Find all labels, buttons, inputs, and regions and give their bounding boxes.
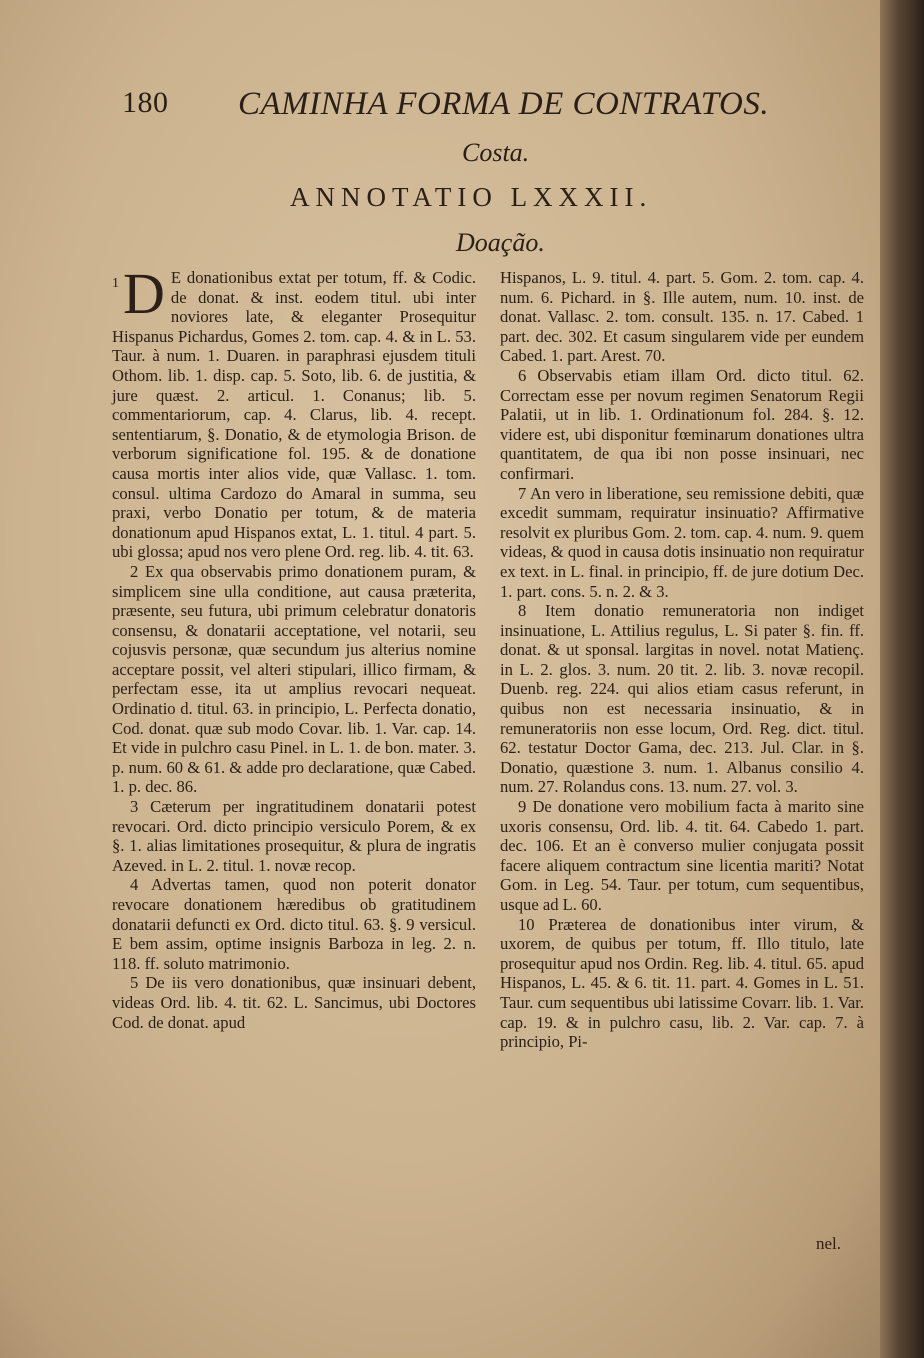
paragraph-1 (112, 261, 476, 562)
right-column (500, 268, 864, 1052)
paragraph-10: 10 Præterea de donationibus inter virum, & uxorem, de quibus per totum, ff. Illo titulo, late prosequitur apud nos Ordin. Reg. lib. 4. titul. 65. apud Hispanos, L. 45. & 6. tit. 11. part. 4. Gomes in L. 51. Taur. cum sequentibus ubi latissime Covarr. lib. 1. Var. cap. 19. & in pulchro casu, lib. 2. Var. cap. 7. à principio, Pi- (500, 914, 864, 1052)
paragraph-3: 3 Cæterum per ingratitudinem donatarii potest revocari. Ord. dicto principio versiculo Porem, & ex §. 1. alias limitationes prosequitur, & plura de ingratis Azeved. in L. 2. titul. 1. novæ recop. (112, 797, 476, 875)
paragraph-5-continued: Hispanos, L. 9. titul. 4. part. 5. Gom. 2. tom. cap. 4. num. 6. Pichard. in §. Ille autem, num. 10. inst. de donat. Vallasc. 2. tom. consult. 135. n. 17. Cabed. 1 part. dec. 302. Et casum singularem vide per eundem Cabed. 1. part. Arest. 70. (500, 268, 864, 366)
paragraph-2: 2 Ex qua observabis primo donationem puram, & simplicem sine ulla conditione, aut causa præterita, præsente, seu futura, ubi primum celebratur donatoris consensu, & donatarii acceptatione, vel notarii, seu cojusvis personæ, quæ secundum jus alterius nomine acceptare possit, vel alteri stipulari, illico firmam, & perfectam esse, ita ut amplius revocari nequeat. Ordinatio d. titul. 63. in principio, L. Perfecta donatio, Cod. donat. quæ sub modo Covar. lib. 1. Var. cap. 14. Et vide in pulchro casu Pinel. in L. 1. de bon. mater. 3. p. num. 60 & 61. & adde pro declaratione, quæ Cabed. 1. p. dec. 86. (112, 561, 476, 797)
left-column (112, 261, 476, 1032)
paragraph-7: 7 An vero in liberatione, seu remissione debiti, quæ excedit summam, requiratur insinuatio? Affirmative resolvit ex pluribus Gom. 2. tom. cap. 4. num. 9. quem videas, & quod in causa dotis insinuatio non requiratur ex text. in L. final. in principio, ff. de jure dotium Dec. 1. part. cons. 5. n. 2. & 3. (500, 483, 864, 601)
paragraph-9: 9 De donatione vero mobilium facta à marito sine uxoris consensu, Ord. lib. 4. tit. 64. Cabedo 1. part. dec. 106. Et an è converso mulier conjugata possit facere aliquem contractum sine licentia mariti? Notat Gom. in Leg. 54. Taur. per totum, cum sequentibus, usque ad L. 60. (500, 797, 864, 914)
costa-label: Costa. (462, 138, 530, 167)
paragraph-4: 4 Advertas tamen, quod non poterit donator revocare donationem hæredibus ob gratitudinem donatarii defuncti ex Ord. dicto titul. 63. §. 9 versicul. E bem assim, optime insignis Barboza in leg. 2. n. 118. ff. soluto matrimonio. (112, 875, 476, 973)
annotatio-heading: ANNOTATIO LXXXII. (290, 182, 653, 212)
drop-cap: D (123, 261, 165, 326)
catchword: nel. (816, 1234, 842, 1253)
paragraph-marker: 1 (112, 276, 119, 291)
paragraph-6: 6 Observabis etiam illam Ord. dicto titul. 62. Correctam esse per novum regimen Senatorum Regii Palatii, ut in lib. 1. Ordinationum fol. 284. §. 12. videre est, ubi disponitur fœminarum donationes ultra quantitatem, de qua ibi non posse insinuari, nec confirmari. (500, 365, 864, 483)
running-header (122, 86, 770, 126)
paragraph-5: 5 De iis vero donationibus, quæ insinuari debent, videas Ord. lib. 4. tit. 62. L. Sancimus, ubi Doctores Cod. de donat. apud (112, 973, 476, 1032)
running-title: CAMINHA FORMA DE CONTRATOS. (238, 86, 770, 122)
page-number: 180 (122, 86, 169, 119)
book-gutter (880, 0, 924, 1358)
paragraph-8: 8 Item donatio remuneratoria non indiget insinuatione, L. Attilius regulus, L. Si pater §. fin. ff. donat. & ut sponsal. largitas in novel. notat Matienç. in L. 2. glos. 3. num. 20 tit. 2. lib. 3. novæ recopil. Duenb. reg. 224. qui alios etiam casus referunt, in quibus non est necessaria insinuatio, & in remuneratoriis non esse locum, Ord. Reg. dict. titul. 62. testatur Doctor Gama, dec. 213. Jul. Clar. in §. Donatio, quæstione 3. num. 1. Albanus consilio 4. num. 27. Rolandus cons. 13. num. 27. vol. 3. (500, 601, 864, 797)
paragraph-text: E donationibus extat per totum, ff. & Codic. de donat. & inst. eodem titul. ubi inter noviores late, & eleganter Prosequitur Hispanus Pichardus, Gomes 2. tom. cap. 4. & in L. 53. Taur. à num. 1. Duaren. in paraphrasi ejusdem tituli Othom. lib. 1. disp. cap. 5. Soto, lib. 6. de justitia, & jure quæst. 2. articul. 1. Conanus; lib. 5. commentariorum, cap. 4. Clarus, lib. 4. recept. sententiarum, §. Donatio, & de etymologia Brison. de verborum significatione fol. 195. & de donatione causa mortis inter alios vide, quæ Vallasc. 1. tom. consul. ultima Cardozo do Amaral in summa, seu praxi, verbo Donatio per totum, & de materia donationum apud Hispanos extat, L. 1. titul. 4 part. 5. ubi glossa; apud nos vero plene Ord. reg. lib. 4. tit. 63. (112, 268, 476, 562)
subject-heading: Doação. (456, 228, 545, 257)
